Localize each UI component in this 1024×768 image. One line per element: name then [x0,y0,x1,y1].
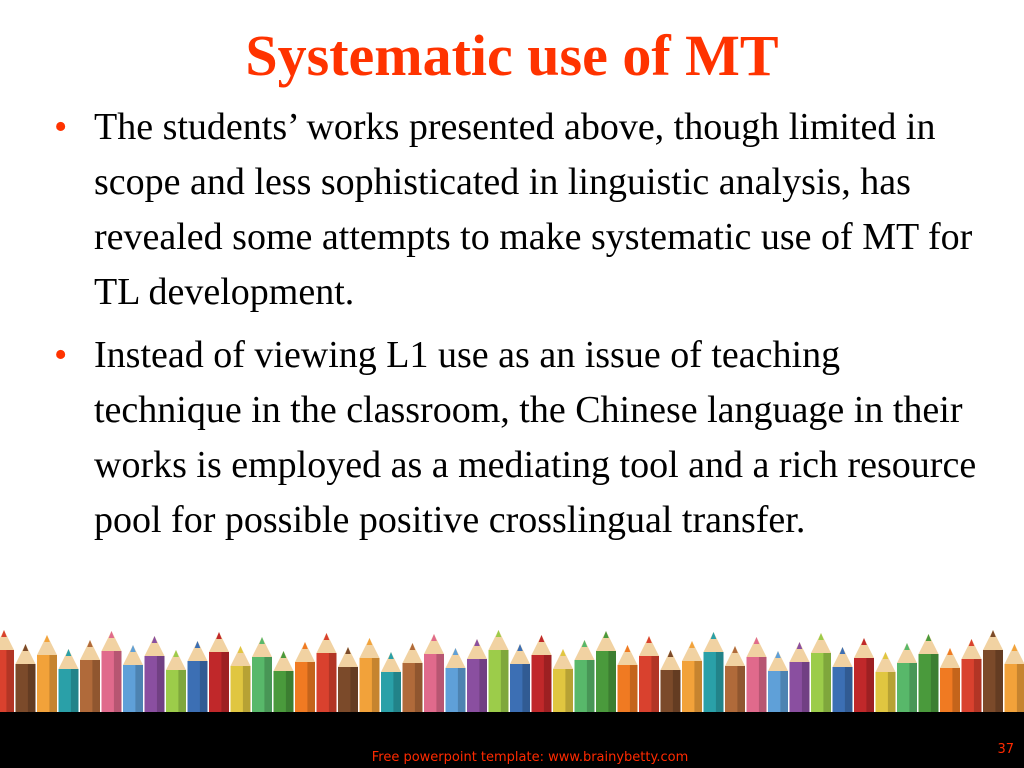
pencil [618,645,638,716]
pencil [833,647,853,716]
bullet-dot-icon: • [54,106,68,148]
pencil [876,652,896,716]
pencil [811,633,831,716]
pencil [704,632,724,716]
pencil [467,639,487,716]
bullet-item [52,328,982,548]
bullet-list [52,100,982,556]
pencil [317,633,337,716]
pencil [252,637,272,716]
pencil [231,646,251,716]
pencil [983,630,1003,716]
pencil [424,634,444,716]
pencil [940,648,960,716]
pencil [919,634,939,716]
colored-pencils-icon [0,624,1024,716]
pencil [661,650,681,716]
pencil [489,630,509,716]
pencil [123,645,143,716]
pencil [768,651,788,716]
pencil [1005,644,1024,716]
pencil [446,648,466,716]
pencil [596,631,616,716]
pencil [747,637,767,716]
pencil [37,635,57,716]
footer-credit: Free powerpoint template: www.brainybetty.com [371,750,689,765]
pencil [403,643,423,716]
pencil [274,651,294,716]
pencil [16,644,36,716]
pencil [338,647,358,716]
pencil [59,649,79,716]
pencil [682,641,702,716]
pencil [897,643,917,716]
pencil [510,644,530,716]
slide-title: Systematic use of MT [245,23,779,88]
pencil [80,640,100,716]
pencil [725,646,745,716]
pencil [790,642,810,716]
bullet-text: The students’ works presented above, though limited in scope and less sophisticated in linguistic analysis, has revealed some attempts to make systematic use of MT for TL development. [94,106,973,313]
pencil [962,639,982,716]
pencil [295,642,315,716]
pencil [102,631,122,716]
pencil [209,632,229,716]
bullet-text: Instead of viewing L1 use as an issue of teaching technique in the classroom, the Chinese language in their works is employed as a mediating tool and a rich resource pool for possible positive crosslingual transfer. [94,334,977,541]
pencil [360,638,380,716]
pencil [381,652,401,716]
pencil [188,641,208,716]
pencil [575,640,595,716]
pencil [854,638,874,716]
bullet-item [52,100,982,320]
bullet-dot-icon: • [54,334,68,376]
page-number: 37 [997,742,1014,757]
pencil [532,635,552,716]
pencil [0,630,14,716]
pencil [145,636,165,716]
pencil [166,650,186,716]
pencil [639,636,659,716]
pencil [553,649,573,716]
